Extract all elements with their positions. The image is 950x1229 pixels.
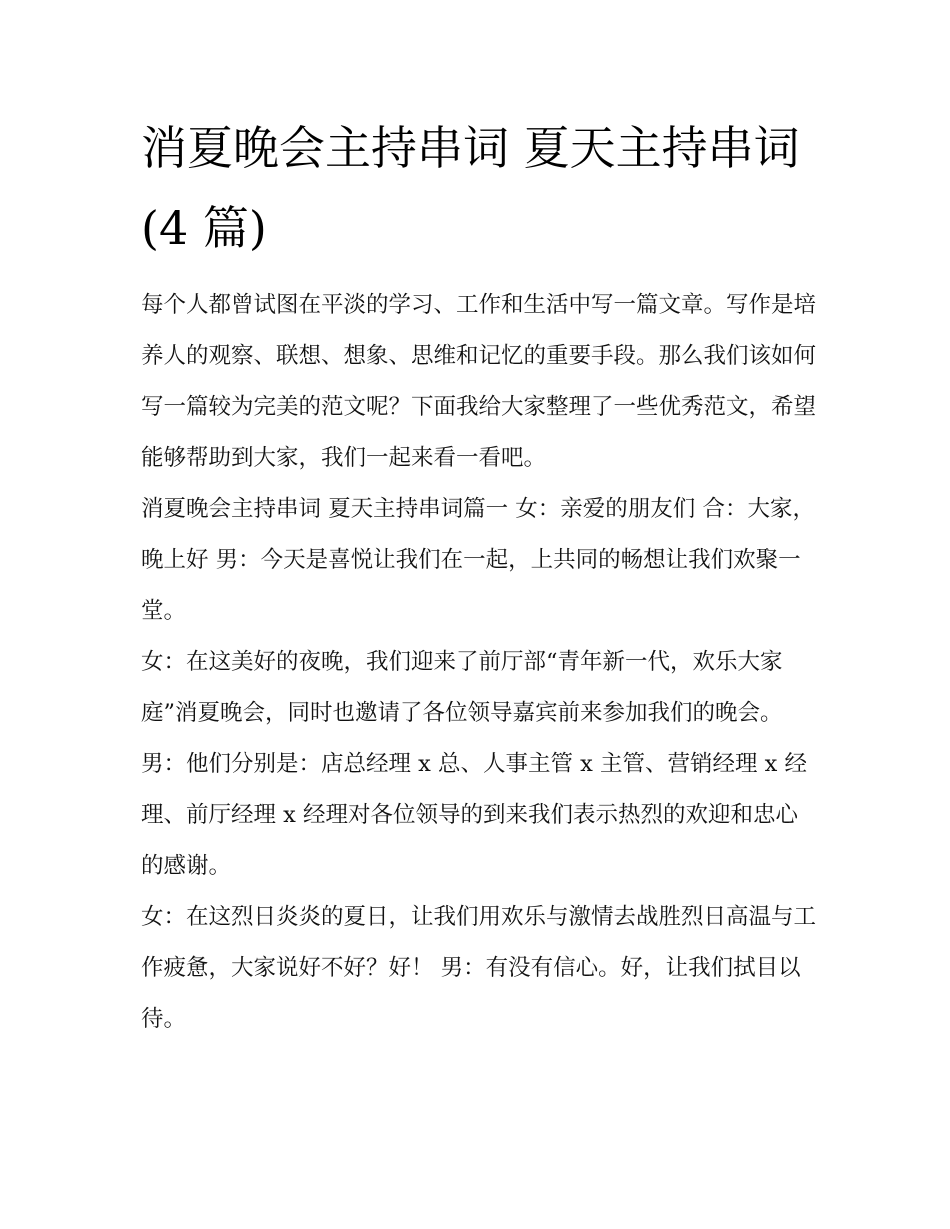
document-body <box>141 280 817 1045</box>
paragraph-female-host-2: 女：在这烈日炎炎的夏日，让我们用欢乐与激情去战胜烈日高温与工作疲惫，大家说好不好？好！ 男：有没有信心。好，让我们拭目以待。 <box>141 904 817 1032</box>
document-title: 消夏晚会主持串词 夏天主持串词(4 篇) <box>141 121 800 255</box>
paragraph-intro: 每个人都曾试图在平淡的学习、工作和生活中写一篇文章。写作是培养人的观察、联想、想象、思维和记忆的重要手段。那么我们该如何写一篇较为完美的范文呢？下面我给大家整理了一些优秀范文，希望能够帮助到大家，我们一起来看一看吧。 <box>141 292 817 471</box>
paragraph-opening: 消夏晚会主持串词 夏天主持串词篇一 女：亲爱的朋友们 合：大家，晚上好 男：今天是喜悦让我们在一起，上共同的畅想让我们欢聚一堂。 <box>141 496 815 624</box>
paragraph-male-host-1: 男：他们分别是：店总经理 x 总、人事主管 x 主管、营销经理 x 经理、前厅经理 x 经理对各位领导的到来我们表示热烈的欢迎和忠心的感谢。 <box>141 751 807 879</box>
paragraph-female-host-1: 女：在这美好的夜晚，我们迎来了前厅部“青年新一代，欢乐大家庭”消夏晚会，同时也邀请了各位领导嘉宾前来参加我们的晚会。 <box>141 649 783 726</box>
